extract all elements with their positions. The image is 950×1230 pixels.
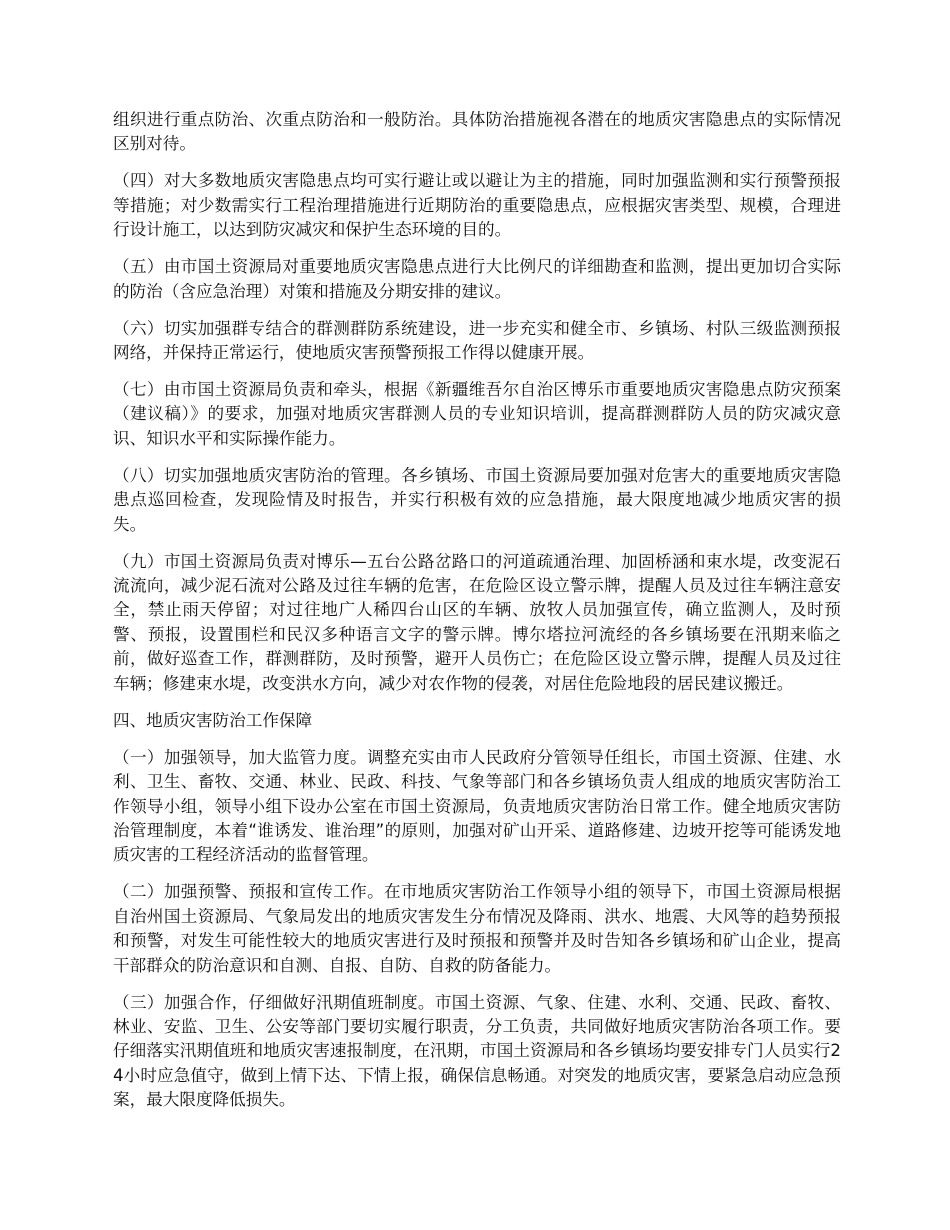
paragraph-item-9-road-works: （九）市国土资源局负责对博乐—五台公路岔路口的河道疏通治理、加固桥涵和束水堤，改变泥石流流向，减少泥石流对公路及过往车辆的危害，在危险区设立警示牌，提醒人员及过往车辆注意安全，禁止雨天停留；对过往地广人稀四台山区的车辆、放牧人员加强宣传，确立监测人，及时预警、预报，设置围栏和民汉多种语言文字的警示牌。博尔塔拉河流经的各乡镇场要在汛期来临之前，做好巡查工作，群测群防，及时预警，避开人员伤亡；在危险区设立警示牌，提醒人员及过往车辆；修建束水堤，改变洪水方向，减少对农作物的侵袭，对居住危险地段的居民建议搬迁。 (113, 551, 841, 693)
paragraph-item-7-training: （七）由市国土资源局负责和牵头，根据《新疆维吾尔自治区博乐市重要地质灾害隐患点防灾预案（建议稿）》的要求，加强对地质灾害群测人员的专业知识培训，提高群测群防人员的防灾减灾意识、知识水平和实际操作能力。 (113, 380, 841, 448)
paragraph-guarantee-1-leadership: （一）加强领导，加大监管力度。调整充实由市人民政府分管领导任组长，市国土资源、住建、水利、卫生、畜牧、交通、林业、民政、科技、气象等部门和各乡镇场负责人组成的地质灾害防治工作领导小组，领导小组下设办公室在市国土资源局，负责地质灾害防治日常工作。健全地质灾害防治管理制度，本着“谁诱发、谁治理”的原则，加强对矿山开采、道路修建、边坡开挖等可能诱发地质灾害的工程经济活动的监督管理。 (113, 747, 841, 865)
paragraph-item-6-monitoring-network: （六）切实加强群专结合的群测群防系统建设，进一步充实和健全市、乡镇场、村队三级监测预报网络，并保持正常运行，使地质灾害预警预报工作得以健康开展。 (113, 318, 841, 363)
document-page (113, 108, 841, 1125)
paragraph-item-4-avoidance: （四）对大多数地质灾害隐患点均可实行避让或以避让为主的措施，同时加强监测和实行预警预报等措施；对少数需实行工程治理措施进行近期防治的重要隐患点，应根据灾害类型、规模，合理进行设计施工，以达到防灾减灾和保护生态环境的目的。 (113, 171, 841, 240)
section-heading-4: 四、地质灾害防治工作保障 (113, 710, 313, 730)
paragraph-item-8-management: （八）切实加强地质灾害防治的管理。各乡镇场、市国土资源局要加强对危害大的重要地质灾害隐患点巡回检查，发现险情及时报告，并实行积极有效的应急措施，最大限度地减少地质灾害的损失。 (113, 465, 841, 534)
paragraph-continued-measures: 组织进行重点防治、次重点防治和一般防治。具体防治措施视各潜在的地质灾害隐患点的实际情况区别对待。 (113, 110, 841, 154)
paragraph-item-5-survey: （五）由市国土资源局对重要地质灾害隐患点进行大比例尺的详细勘查和监测，提出更加切合实际的防治（含应急治理）对策和措施及分期安排的建议。 (113, 257, 841, 301)
paragraph-guarantee-2-warning: （二）加强预警、预报和宣传工作。在市地质灾害防治工作领导小组的领导下，市国土资源局根据自治州国土资源局、气象局发出的地质灾害发生分布情况及降雨、洪水、地震、大风等的趋势预报和预警，对发生可能性较大的地质灾害进行及时预报和预警并及时告知各乡镇场和矿山企业，提高干部群众的防治意识和自测、自报、自防、自救的防备能力。 (113, 882, 841, 975)
paragraph-guarantee-3-cooperation: （三）加强合作，仔细做好汛期值班制度。市国土资源、气象、住建、水利、交通、民政、畜牧、林业、安监、卫生、公安等部门要切实履行职责，分工负责，共同做好地质灾害防治各项工作。要仔细落实汛期值班和地质灾害速报制度，在汛期，市国土资源局和各乡镇场均要安排专门人员实行24小时应急值守，做到上情下达、下情上报，确保信息畅通。对突发的地质灾害，要紧急启动应急预案，最大限度降低损失。 (113, 992, 841, 1110)
